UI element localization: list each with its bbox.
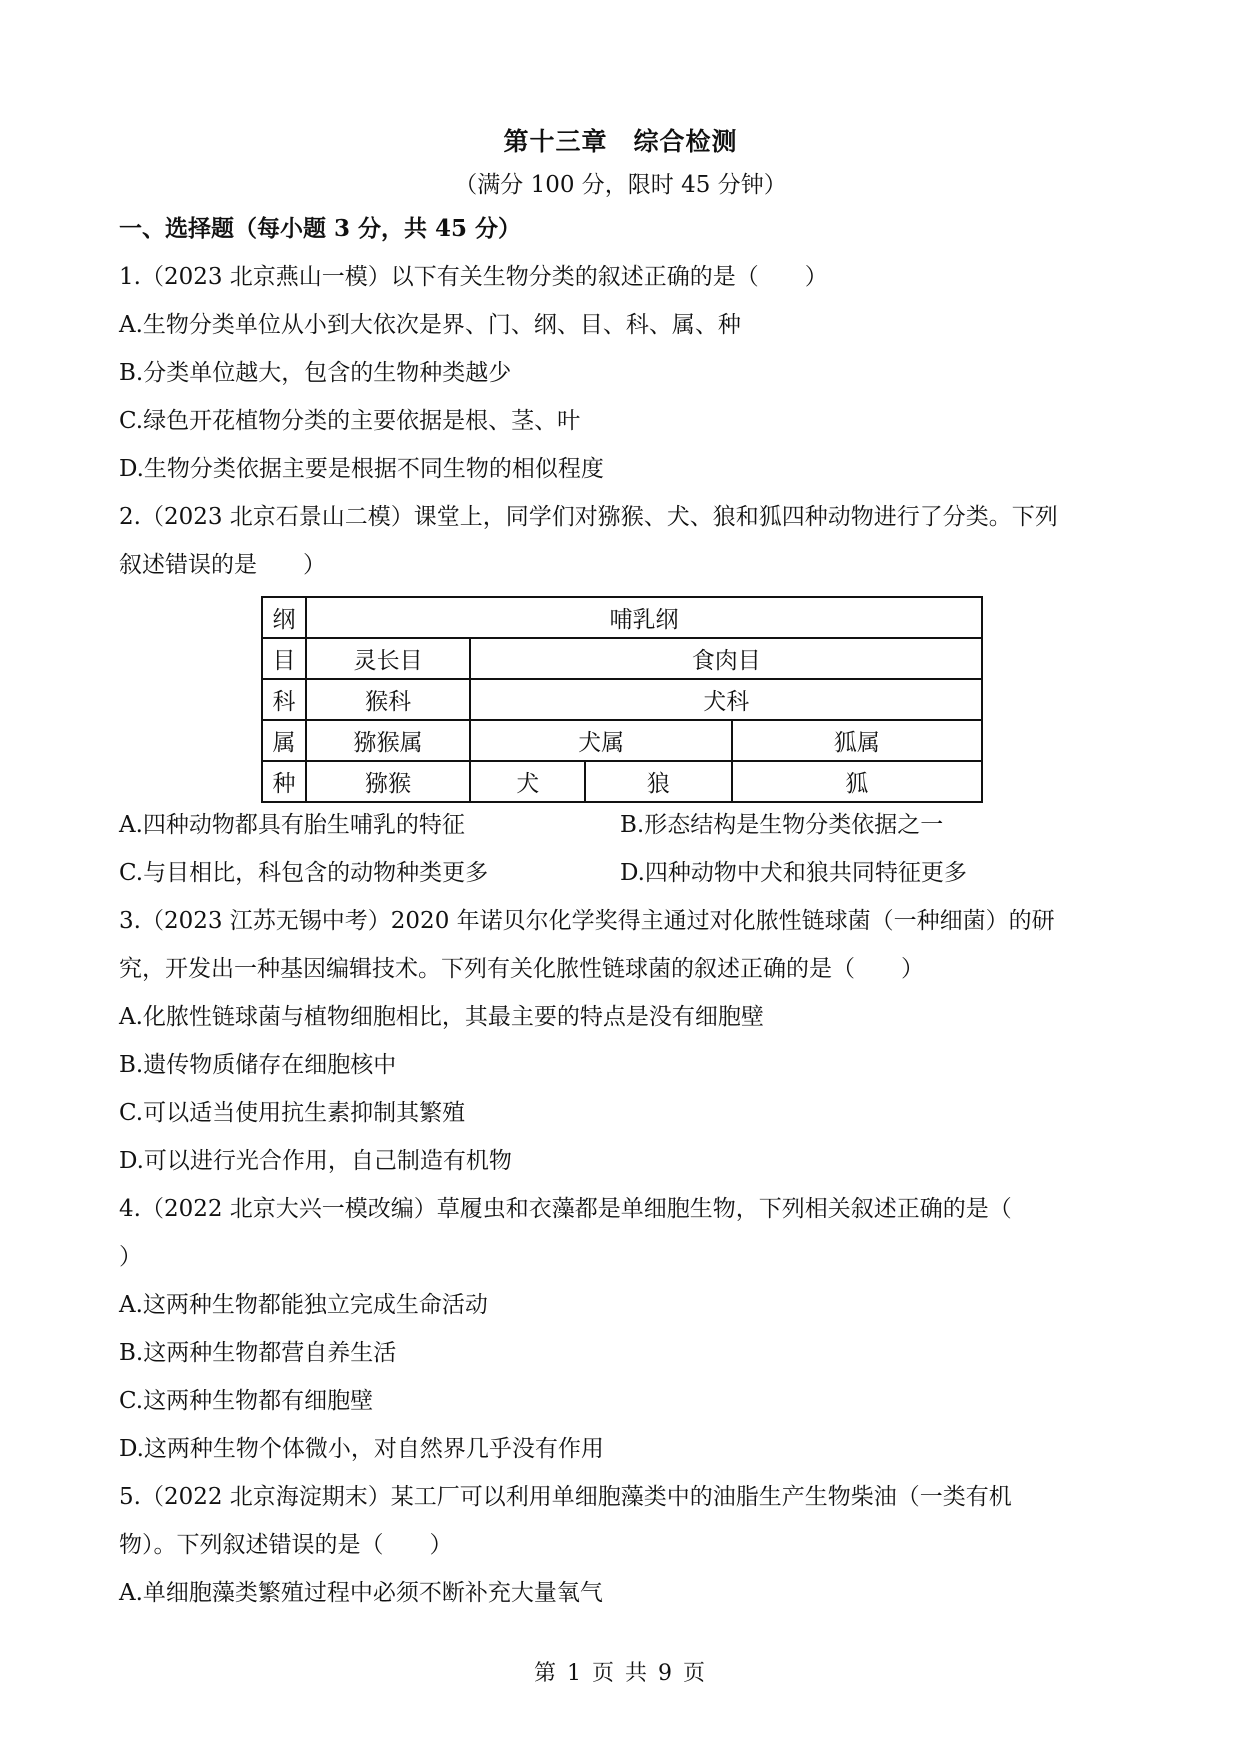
q2-option-d: D.四种动物中犬和狼共同特征更多 <box>620 860 967 886</box>
q5-stem-line2: 物）。下列叙述错误的是（ ） <box>119 1532 453 1558</box>
q1-option-c: C.绿色开花植物分类的主要依据是根、茎、叶 <box>119 408 581 434</box>
table-cell: 狐 <box>732 761 982 802</box>
taxonomy-table <box>261 596 983 803</box>
table-cell: 犬科 <box>470 679 982 720</box>
table-row <box>262 761 982 802</box>
q2-stem-line1: 2.（2023 北京石景山二模）课堂上，同学们对猕猴、犬、狼和狐四种动物进行了分类。下列 <box>119 504 1058 530</box>
q1-stem: 1.（2023 北京燕山一模）以下有关生物分类的叙述正确的是（ ） <box>119 264 828 290</box>
q4-option-a: A.这两种生物都能独立完成生命活动 <box>119 1292 488 1318</box>
q2-option-c: C.与目相比，科包含的动物种类更多 <box>119 860 489 886</box>
table-cell: 猴科 <box>306 679 471 720</box>
table-cell: 哺乳纲 <box>306 597 982 638</box>
table-cell: 食肉目 <box>470 638 982 679</box>
table-cell: 灵长目 <box>306 638 471 679</box>
table-row <box>262 720 982 761</box>
table-cell: 纲 <box>262 597 306 638</box>
q3-option-a: A.化脓性链球菌与植物细胞相比，其最主要的特点是没有细胞壁 <box>119 1004 764 1030</box>
q4-stem-line2: ） <box>119 1244 142 1270</box>
q3-option-c: C.可以适当使用抗生素抑制其繁殖 <box>119 1100 466 1126</box>
q2-option-b: B.形态结构是生物分类依据之一 <box>620 812 944 838</box>
q3-stem-line2: 究，开发出一种基因编辑技术。下列有关化脓性链球菌的叙述正确的是（ ） <box>119 956 924 982</box>
table-row <box>262 679 982 720</box>
table-cell: 种 <box>262 761 306 802</box>
q4-stem-line1: 4.（2022 北京大兴一模改编）草履虫和衣藻都是单细胞生物，下列相关叙述正确的是（ <box>119 1196 1012 1222</box>
q5-option-a: A.单细胞藻类繁殖过程中必须不断补充大量氧气 <box>119 1580 603 1606</box>
table-row <box>262 597 982 638</box>
q4-option-d: D.这两种生物个体微小，对自然界几乎没有作用 <box>119 1436 604 1462</box>
table-cell: 犬 <box>470 761 585 802</box>
q2-stem-line2: 叙述错误的是 ） <box>119 552 326 578</box>
table-cell: 狐属 <box>732 720 982 761</box>
section-heading: 一、选择题（每小题 3 分，共 45 分） <box>119 215 522 242</box>
page-title: 第十三章 综合检测 <box>503 127 738 156</box>
q3-stem-line1: 3.（2023 江苏无锡中考）2020 年诺贝尔化学奖得主通过对化脓性链球菌（一种细菌）的研 <box>119 908 1055 934</box>
q3-option-b: B.遗传物质储存在细胞核中 <box>119 1052 397 1078</box>
table-cell: 属 <box>262 720 306 761</box>
table-cell: 科 <box>262 679 306 720</box>
table-cell: 犬属 <box>470 720 731 761</box>
q1-option-a: A.生物分类单位从小到大依次是界、门、纲、目、科、属、种 <box>119 312 741 338</box>
table-row <box>262 638 982 679</box>
q3-option-d: D.可以进行光合作用，自己制造有机物 <box>119 1148 512 1174</box>
page-subtitle: （满分 100 分，限时 45 分钟） <box>454 172 787 198</box>
q1-option-b: B.分类单位越大，包含的生物种类越少 <box>119 360 512 386</box>
table-cell: 狼 <box>585 761 732 802</box>
q4-option-c: C.这两种生物都有细胞壁 <box>119 1388 374 1414</box>
q1-option-d: D.生物分类依据主要是根据不同生物的相似程度 <box>119 456 604 482</box>
q5-stem-line1: 5.（2022 北京海淀期末）某工厂可以利用单细胞藻类中的油脂生产生物柴油（一类有机 <box>119 1484 1012 1510</box>
page-number: 第 1 页 共 9 页 <box>534 1661 707 1686</box>
q2-option-a: A.四种动物都具有胎生哺乳的特征 <box>119 812 465 838</box>
table-cell: 猕猴属 <box>306 720 471 761</box>
q4-option-b: B.这两种生物都营自养生活 <box>119 1340 397 1366</box>
table-cell: 目 <box>262 638 306 679</box>
table-cell: 猕猴 <box>306 761 471 802</box>
